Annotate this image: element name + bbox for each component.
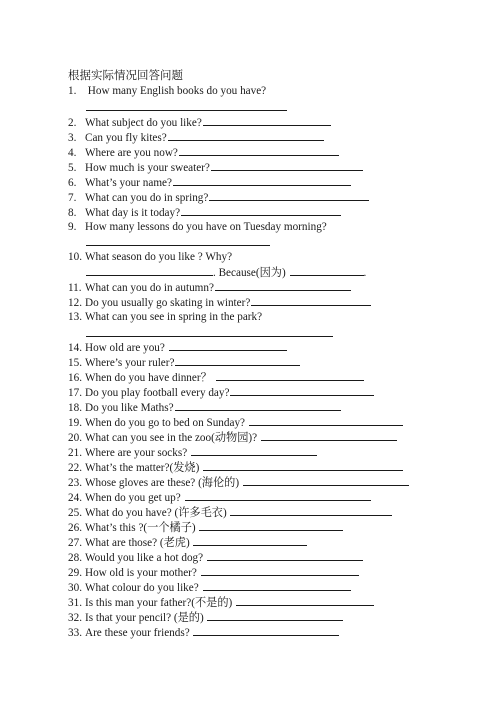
- worksheet-heading: 根据实际情况回答问题: [68, 70, 183, 82]
- answer-blank-28[interactable]: [207, 550, 363, 561]
- answer-blank-1[interactable]: [85, 100, 287, 115]
- answer-blank-10a[interactable]: [86, 265, 213, 276]
- question-26: 26. What’s this ?(一个橘子): [68, 520, 343, 535]
- question-16: 16. When do you have dinner？: [68, 370, 364, 385]
- answer-blank-26[interactable]: [199, 520, 343, 531]
- answer-blank-11[interactable]: [215, 280, 351, 291]
- answer-blank-8[interactable]: [181, 205, 341, 216]
- answer-blank-2[interactable]: [203, 115, 331, 126]
- question-33: 33. Are these your friends?: [68, 625, 339, 640]
- question-6: 6. What’s your name?: [68, 175, 351, 190]
- question-11: 11. What can you do in autumn?: [68, 280, 351, 295]
- question-24: 24. When do you get up?: [68, 490, 371, 505]
- question-32: 32. Is that your pencil? (是的): [68, 610, 343, 625]
- answer-blank-6[interactable]: [173, 175, 351, 186]
- answer-blank-14[interactable]: [169, 340, 287, 351]
- question-8: 8. What day is it today?: [68, 205, 341, 220]
- answer-blank-22[interactable]: [203, 460, 403, 471]
- answer-blank-4[interactable]: [179, 145, 339, 156]
- answer-blank-12[interactable]: [251, 295, 371, 306]
- question-1: 1. How many English books do you have?: [68, 85, 267, 97]
- answer-blank-30[interactable]: [203, 580, 351, 591]
- answer-blank-16[interactable]: [216, 370, 364, 381]
- question-20: 20. What can you see in the zoo(动物园)?: [68, 430, 397, 445]
- answer-blank-29[interactable]: [201, 565, 359, 576]
- question-5: 5. How much is your sweater?: [68, 160, 363, 175]
- question-9: 9. How many lessons do you have on Tuesday morning?: [68, 221, 327, 233]
- question-18: 18. Do you like Maths?: [68, 400, 341, 415]
- question-13: 13. What can you see in spring in the park?: [68, 311, 263, 323]
- answer-blank-18[interactable]: [175, 400, 341, 411]
- question-31: 31. Is this man your father?(不是的): [68, 595, 374, 610]
- question-30: 30. What colour do you like?: [68, 580, 351, 595]
- question-12: 12. Do you usually go skating in winter?: [68, 295, 371, 310]
- question-27: 27. What are those? (老虎): [68, 535, 307, 550]
- question-2: 2. What subject do you like?: [68, 115, 331, 130]
- question-28: 28. Would you like a hot dog?: [68, 550, 363, 565]
- answer-blank-13[interactable]: [85, 326, 333, 341]
- answer-blank-33[interactable]: [193, 625, 339, 636]
- answer-blank-23[interactable]: [243, 475, 409, 486]
- answer-blank-20[interactable]: [261, 430, 397, 441]
- answer-blank-27[interactable]: [193, 535, 307, 546]
- question-10: 10. What season do you like ? Why?: [68, 251, 233, 263]
- answer-blank-15[interactable]: [175, 355, 300, 366]
- question-25: 25. What do you have? (许多毛衣): [68, 505, 392, 520]
- question-21: 21. Where are your socks?: [68, 445, 317, 460]
- answer-blank-24[interactable]: [185, 490, 371, 501]
- answer-blank-10b[interactable]: [290, 265, 364, 276]
- answer-blank-7[interactable]: [209, 190, 369, 201]
- answer-blank-19[interactable]: [249, 415, 403, 426]
- question-7: 7. What can you do in spring?: [68, 190, 369, 205]
- answer-blank-32[interactable]: [207, 610, 343, 621]
- answer-blank-5[interactable]: [211, 160, 363, 171]
- question-15: 15. Where’s your ruler?: [68, 355, 300, 370]
- question-14: 14. How old are you?: [68, 340, 287, 355]
- question-22: 22. What’s the matter?(发烧): [68, 460, 403, 475]
- answer-blank-9[interactable]: [85, 235, 270, 250]
- question-17: 17. Do you play football every day?: [68, 385, 374, 400]
- question-29: 29. How old is your mother?: [68, 565, 359, 580]
- question-23: 23. Whose gloves are these? (海伦的): [68, 475, 409, 490]
- question-19: 19. When do you go to bed on Sunday?: [68, 415, 403, 430]
- answer-blank-21[interactable]: [191, 445, 317, 456]
- question-3: 3. Can you fly kites?: [68, 130, 324, 145]
- answer-blank-31[interactable]: [236, 595, 374, 606]
- question-10-answer-line: . Because(因为) .: [85, 265, 366, 280]
- answer-blank-3[interactable]: [168, 130, 324, 141]
- answer-blank-25[interactable]: [230, 505, 392, 516]
- question-4: 4. Where are you now?: [68, 145, 339, 160]
- answer-blank-17[interactable]: [230, 385, 374, 396]
